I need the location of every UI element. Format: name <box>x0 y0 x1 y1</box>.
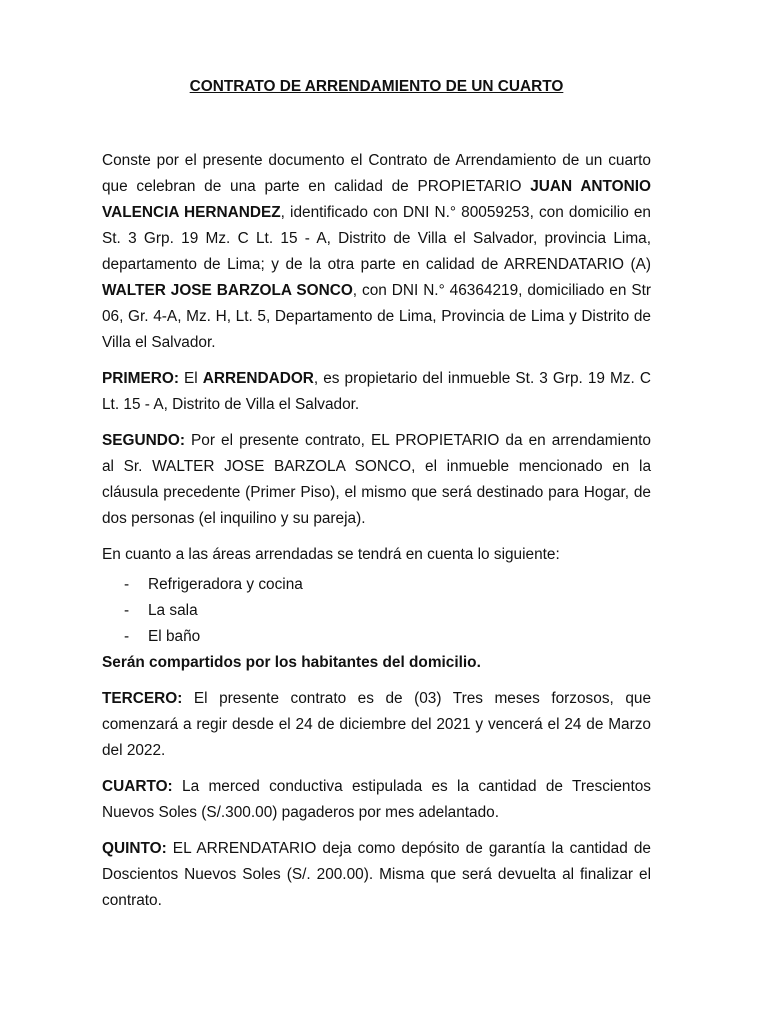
clause-primero-label: PRIMERO: <box>102 370 179 387</box>
clause-cuarto <box>102 774 651 826</box>
areas-list <box>102 572 651 650</box>
clause-tercero <box>102 686 651 764</box>
clause-quinto-label: QUINTO: <box>102 840 167 857</box>
owner-name: JUAN ANTONIO VALENCIA HERNANDEZ <box>102 178 651 221</box>
clause-cuarto-label: CUARTO: <box>102 778 173 795</box>
clause-primero-text-2: , es propietario del inmueble St. 3 Grp. 19 Mz. C Lt. 15 - A, Distrito de Villa el Salvador. <box>102 370 651 413</box>
clause-primero-text-1: El <box>178 370 203 387</box>
clause-primero-term: ARRENDADOR <box>202 370 314 387</box>
intro-paragraph <box>102 148 651 356</box>
shared-note <box>102 650 651 676</box>
list-dash: - <box>124 576 130 593</box>
document-page <box>102 74 651 924</box>
intro-text-2: , identificado con DNI N.° 80059253, con domicilio en St. 3 Grp. 19 Mz. C Lt. 15 - A, Distrito de Villa el Salvador, provincia Lima, departamento de Lima; y de la otra parte en calidad de ARRENDATARIO (A) <box>102 204 651 273</box>
clause-quinto-text: EL ARRENDATARIO deja como depósito de garantía la cantidad de Doscientos Nuevos Soles (S/. 200.00). Misma que será devuelta al finalizar el contrato. <box>102 840 651 909</box>
areas-intro: En cuanto a las áreas arrendadas se tendrá en cuenta lo siguiente: <box>102 546 560 563</box>
list-item <box>102 572 651 598</box>
clause-tercero-text: El presente contrato es de (03) Tres meses forzosos, que comenzará a regir desde el 24 de diciembre del 2021 y vencerá el 24 de Marzo del 2022. <box>102 690 651 759</box>
list-item-text: El baño <box>148 628 201 645</box>
clause-primero <box>102 366 651 418</box>
list-item-text: Refrigeradora y cocina <box>148 576 303 593</box>
clause-segundo <box>102 428 651 532</box>
shared-note-text: Serán compartidos por los habitantes del domicilio. <box>102 654 481 671</box>
list-item <box>102 598 651 624</box>
intro-text-3: , con DNI N.° 46364219, domiciliado en Str 06, Gr. 4-A, Mz. H, Lt. 5, Departamento de Lima, Provincia de Lima y Distrito de Villa el Salvador. <box>102 282 651 351</box>
document-title: CONTRATO DE ARRENDAMIENTO DE UN CUARTO <box>189 78 564 95</box>
clause-tercero-label: TERCERO: <box>102 690 183 707</box>
clause-segundo-label: SEGUNDO: <box>102 432 185 449</box>
clause-segundo-text: Por el presente contrato, EL PROPIETARIO da en arrendamiento al Sr. WALTER JOSE BARZOLA SONCO, el inmueble mencionado en la cláusula precedente (Primer Piso), el mismo que será destinado para Hogar, de dos personas (el inquilino y su pareja). <box>102 432 651 527</box>
intro-text-1: Conste por el presente documento el Contrato de Arrendamiento de un cuarto que celebran de una parte en calidad de PROPIETARIO <box>102 152 651 195</box>
tenant-name: WALTER JOSE BARZOLA SONCO <box>102 282 353 299</box>
list-item <box>102 624 651 650</box>
list-dash: - <box>124 628 130 645</box>
list-dash: - <box>124 602 130 619</box>
clause-quinto <box>102 836 651 914</box>
list-item-text: La sala <box>148 602 198 619</box>
clause-cuarto-text: La merced conductiva estipulada es la cantidad de Trescientos Nuevos Soles (S/.300.00) pagaderos por mes adelantado. <box>102 778 651 821</box>
